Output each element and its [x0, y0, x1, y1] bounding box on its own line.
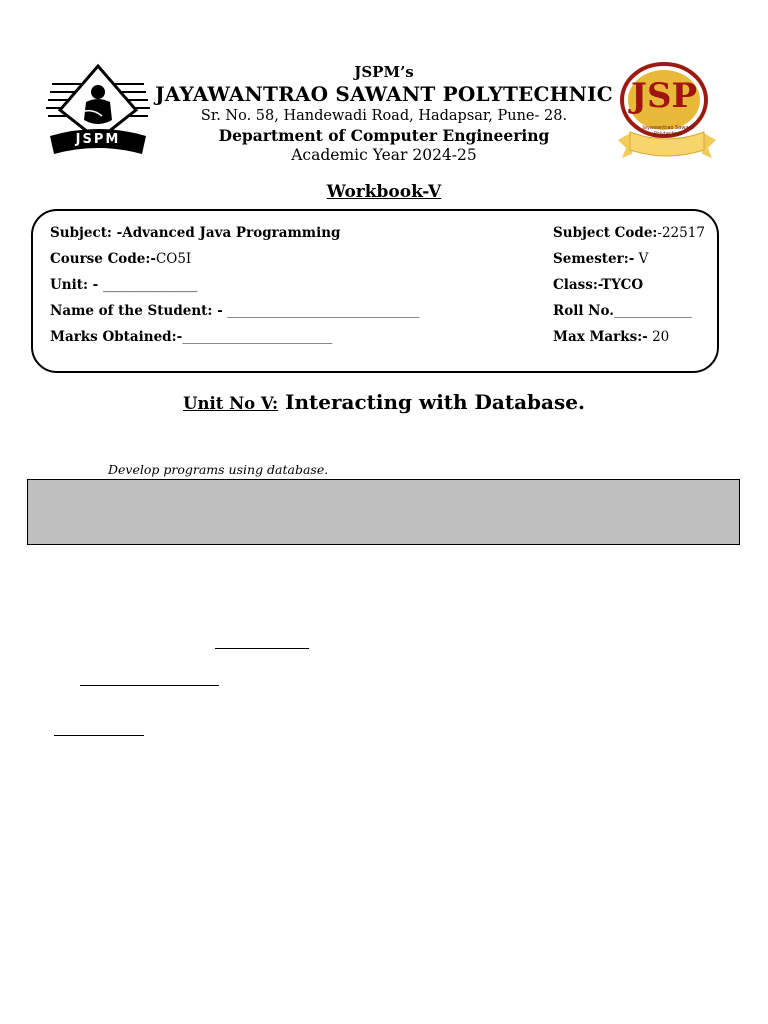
subject-code-field [553, 225, 705, 241]
student-name-label: Name of the Student: - [50, 303, 228, 319]
subject-field [50, 225, 340, 241]
shaded-box [27, 479, 740, 545]
subject-code-value: -22517 [657, 225, 705, 241]
semester-field [553, 251, 648, 267]
marks-obtained-field [50, 329, 332, 345]
underline-blank [215, 648, 309, 649]
jspm-logo-text: JSPM [75, 132, 121, 147]
unit-number-label: Unit No V: [183, 394, 279, 413]
course-code-label: Course Code:- [50, 251, 156, 267]
underline-blank [54, 735, 144, 736]
unit-label: Unit: - [50, 277, 103, 293]
class-field [553, 277, 643, 293]
max-marks-field [553, 329, 669, 345]
underline-blank [80, 685, 219, 686]
subject-value: Advanced Java Programming [122, 225, 341, 241]
practical-objective: Develop programs using database. [108, 462, 329, 477]
semester-label: Semester:- [553, 251, 635, 267]
course-code-field [50, 251, 191, 267]
jsp-logo-caption: Jayawantrao Sawant Polytechnic [642, 125, 694, 137]
marks-obtained-blank: _________________________ [182, 330, 333, 344]
unit-blank: ______________ [102, 277, 198, 293]
unit-title: Interacting with Database. [278, 390, 585, 414]
class-label: Class:- [553, 277, 602, 293]
course-code-value: CO5I [155, 251, 192, 267]
class-value: TYCO [601, 277, 644, 293]
institute-name: JAYAWANTRAO SAWANT POLYTECHNIC [155, 82, 613, 106]
unit-heading [0, 390, 768, 414]
org-short-name: JSPM’s [354, 63, 414, 81]
semester-value: V [634, 251, 649, 267]
max-marks-label: Max Marks:- [553, 329, 648, 345]
workbook-title: Workbook-V [326, 182, 442, 202]
student-name-field [50, 303, 419, 319]
subject-label: Subject: - [50, 225, 123, 241]
max-marks-value: 20 [647, 329, 670, 345]
roll-no-field [553, 303, 692, 319]
student-info-box [31, 209, 719, 373]
academic-year: Academic Year 2024-25 [291, 146, 477, 164]
jsp-logo-text: JSP [630, 76, 698, 116]
marks-obtained-label: Marks Obtained:- [50, 329, 183, 345]
student-name-blank: ________________________________ [227, 304, 420, 318]
unit-field [50, 277, 197, 293]
roll-no-label: Roll No. [553, 303, 614, 319]
department-name: Department of Computer Engineering [218, 126, 550, 145]
roll-no-blank: _____________ [614, 304, 692, 318]
subject-code-label: Subject Code: [553, 225, 658, 241]
institute-address: Sr. No. 58, Handewadi Road, Hadapsar, Pune- 28. [200, 108, 568, 124]
